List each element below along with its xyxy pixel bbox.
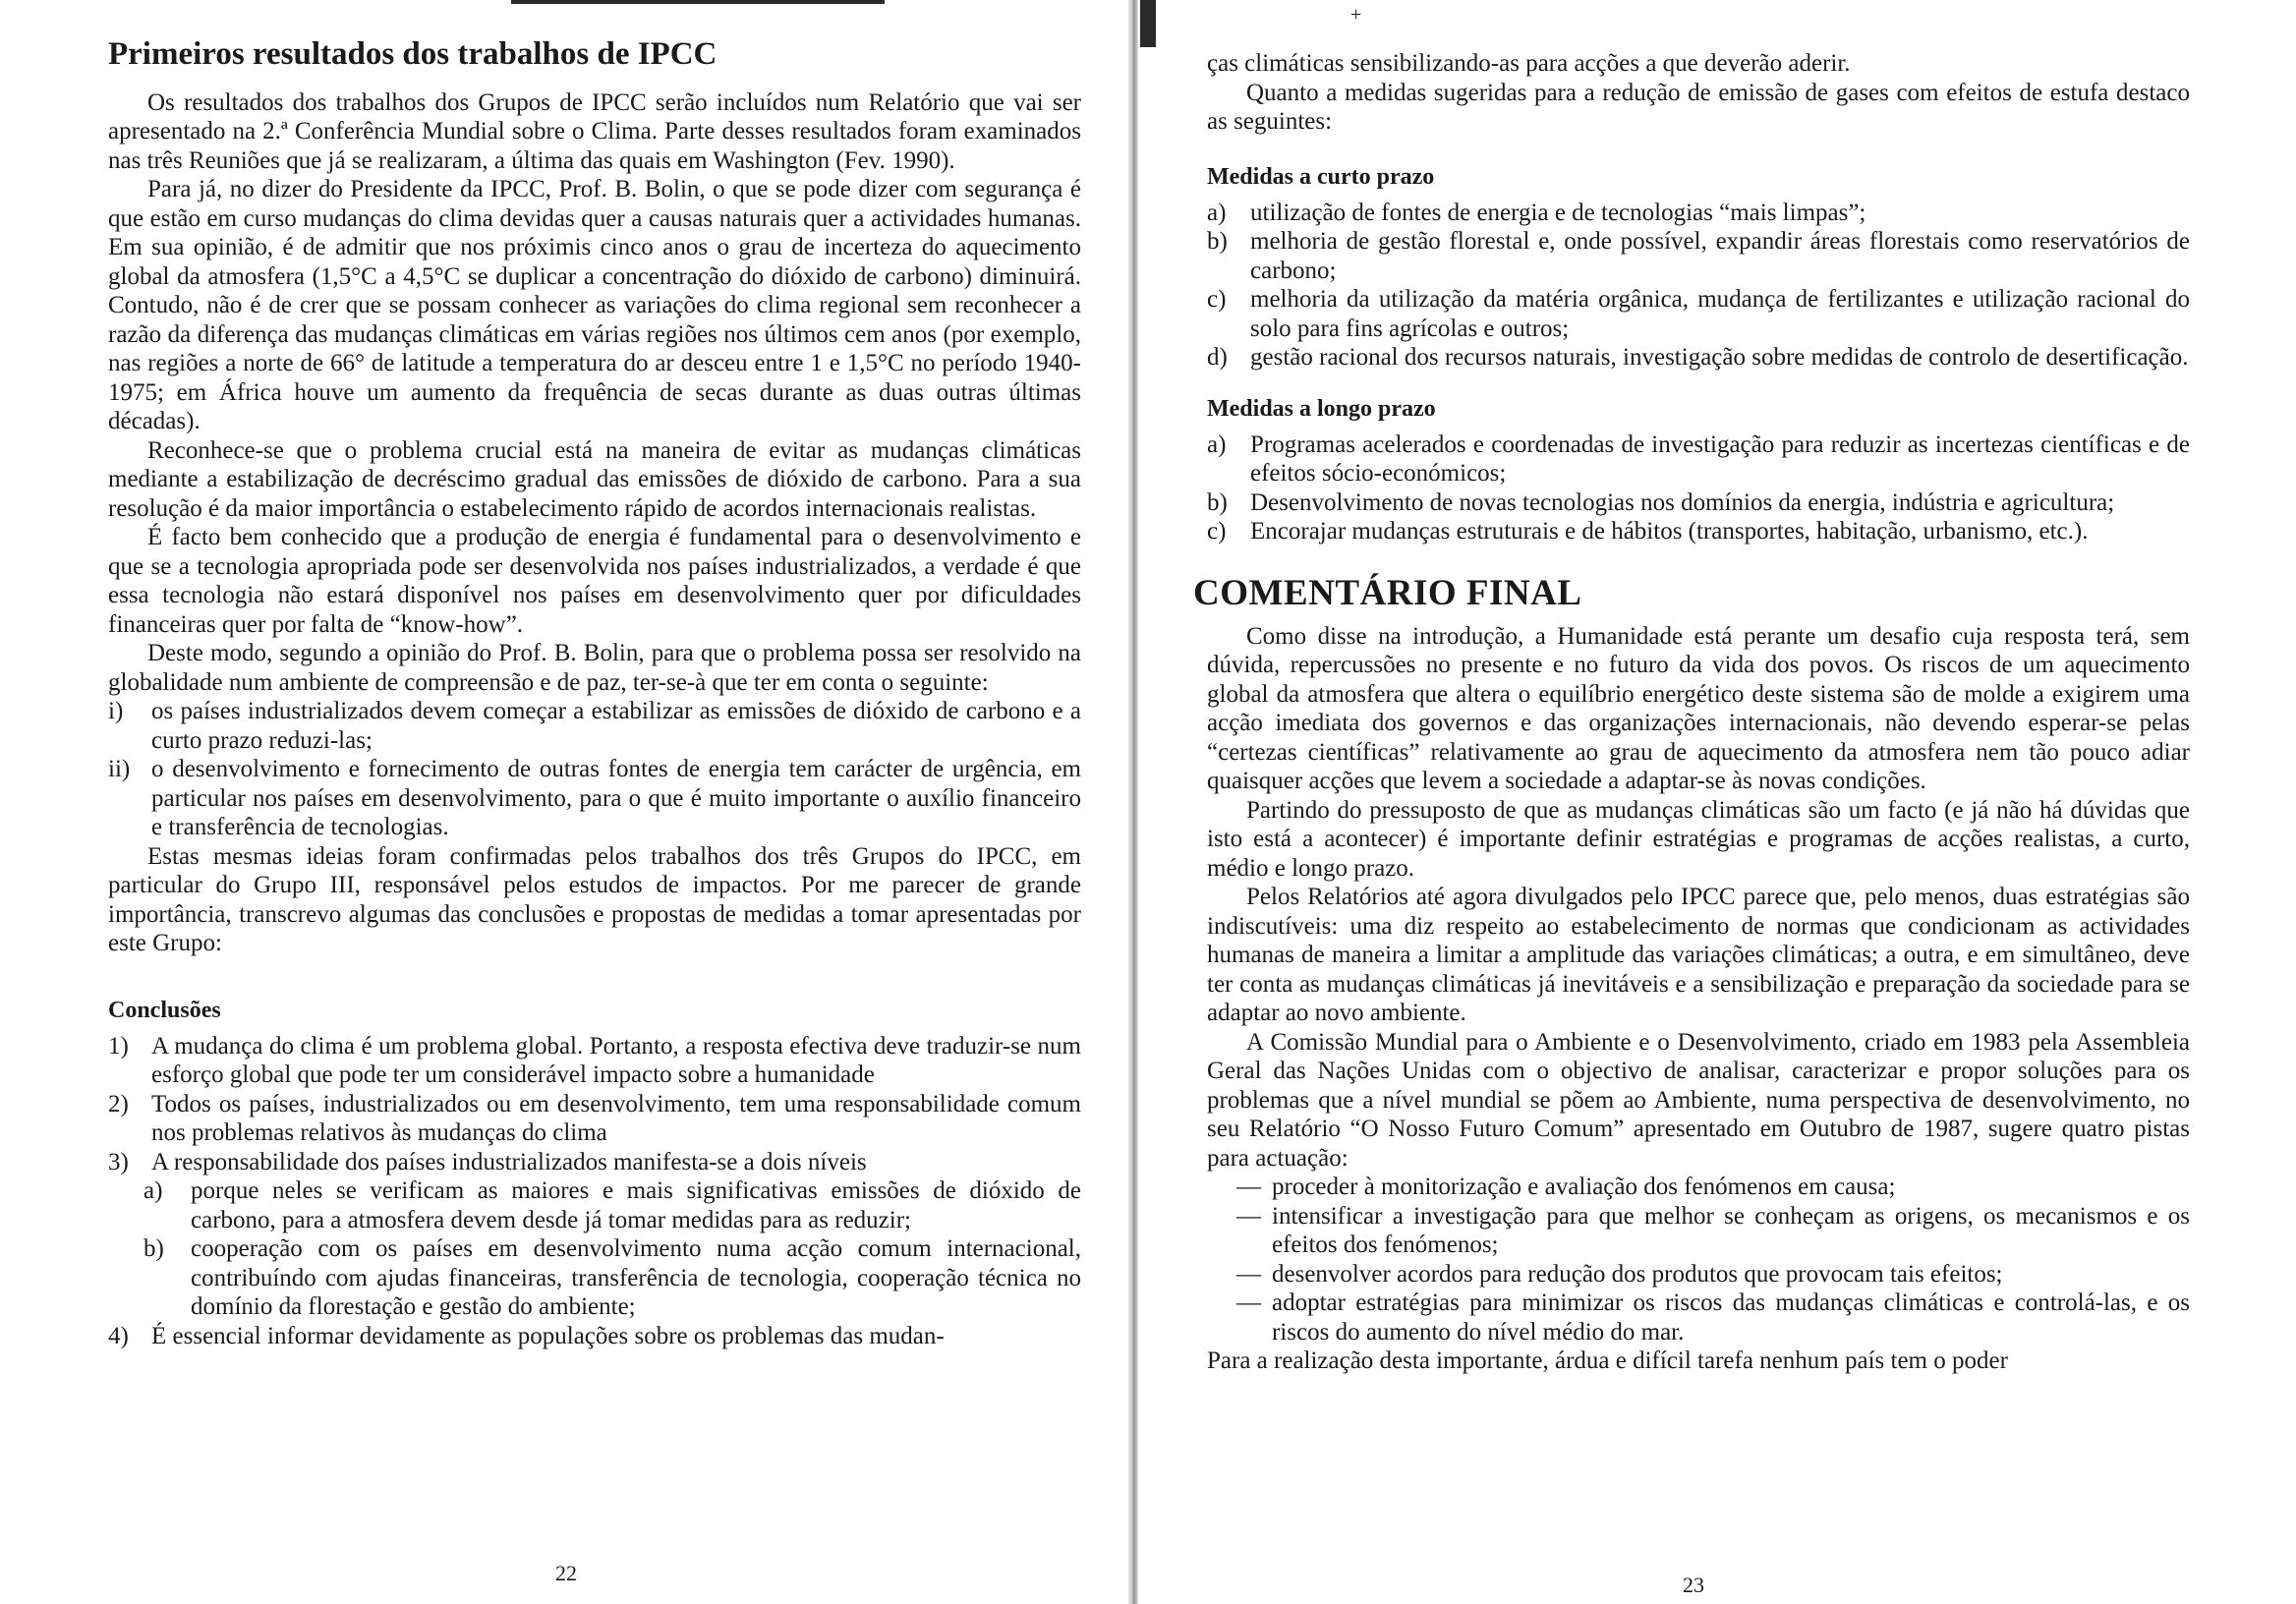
list-item [1207, 1173, 2190, 1202]
list-item [1207, 430, 2190, 488]
left-paragraph-2: Para já, no dizer do Presidente da IPCC, Prof. B. Bolin, o que se pode dizer com segurança é que estão em curso mudanças do clima devidas quer a causas naturais quer a actividades humanas. Em sua opinião, é de admitir que nos próximis cinco anos o grau de incerteza do aquecimento global da atmosfera (1,5°C a 4,5°C se duplicar a concentração do dióxido de carbono) diminuirá. Contudo, não é de crer que se possam conhecer as variações do clima regional sem reconhecer a razão da diferença das mudanças climáticas em várias regiões nos últimos cem anos (por exemplo, nas regiões a norte de 66° de latitude a temperatura do ar desceu entre 1 e 1,5°C no período 1940-1975; em África houve um aumento da frequência de secas durante as duas outras últimas décadas). [108, 176, 1081, 435]
left-paragraph-1: Os resultados dos trabalhos dos Grupos de IPCC serão incluídos num Relatório que vai ser apresentado na 2.ª Conferência Mundial sobre o Clima. Parte desses resultados foram examinados nas três Reuniões que já se realizaram, a última das quais em Washington (Fev. 1990). [108, 88, 1081, 174]
page-number-right: 23 [1683, 1573, 1704, 1597]
list-item-text: A mudança do clima é um problema global. Portanto, a resposta efectiva deve traduzir-se num esforço global que pode ter um considerável impacto sobre a humanidade [151, 1032, 1081, 1089]
list-item-text: É essencial informar devidamente as populações sobre os problemas das mudan- [151, 1322, 945, 1349]
list-item-text: A responsabilidade dos países industrializados manifesta-se a dois níveis [151, 1148, 867, 1175]
list-item-text: melhoria da utilização da matéria orgânica, mudança de fertilizantes e utilização racional do solo para fins agrícolas e outros; [1250, 286, 2190, 342]
list-item [108, 1234, 1081, 1322]
list-item [1207, 227, 2190, 285]
list-item-text: intensificar a investigação para que melhor se conheçam as origens, os mecanismos e os efeitos dos fenómenos; [1272, 1202, 2190, 1258]
long-term-list [1207, 430, 2190, 546]
list-marker: — [1236, 1260, 1261, 1288]
conclusions-list [108, 1032, 1081, 1351]
list-item-text: melhoria de gestão florestal e, onde possível, expandir áreas florestais como reservatórios de carbono; [1250, 228, 2190, 284]
list-item [1207, 1289, 2190, 1346]
final-paragraph-4: A Comissão Mundial para o Ambiente e o Desenvolvimento, criado em 1983 pela Assembleia Geral das Nações Unidas com o objectivo de analisar, caracterizar e propor soluções para os problemas que a nível mundial se põem ao Ambiente, numa perspectiva de desenvolvimento, no seu Relatório “O Nosso Futuro Comum” apresentado em Outubro de 1987, sugere quatro pistas para actuação: [1207, 1028, 2190, 1172]
list-item [108, 697, 1081, 755]
list-item-text: porque neles se verificam as maiores e mais significativas emissões de dióxido de carbono, para a atmosfera devem desde já tomar medidas para as reduzir; [191, 1177, 1081, 1233]
list-marker: a) [144, 1177, 163, 1205]
final-comment-heading: COMENTÁRIO FINAL [1193, 572, 1582, 613]
list-item-text: os países industrializados devem começar a estabilizar as emissões de dióxido de carbono e a curto prazo reduzi-las; [151, 698, 1081, 754]
list-item [1207, 285, 2190, 343]
list-item [1207, 199, 2190, 228]
list-marker: c) [1207, 286, 1227, 313]
short-term-list [1207, 199, 2190, 372]
list-marker: — [1236, 1174, 1261, 1200]
roman-list [108, 697, 1081, 842]
left-column [108, 35, 1081, 1350]
list-item [108, 1090, 1081, 1148]
list-marker: a) [1207, 430, 1227, 458]
list-item-text: Todos os países, industrializados ou em desenvolvimento, tem uma responsabilidade comum nos problemas relativos às mudanças do clima [151, 1090, 1081, 1147]
list-marker: b) [144, 1235, 164, 1263]
list-item [1207, 488, 2190, 518]
right-intro: Quanto a medidas sugeridas para a redução de emissão de gases com efeitos de estufa destaco as seguintes: [1207, 79, 2190, 135]
list-marker: — [1236, 1202, 1261, 1230]
list-item [1207, 1260, 2190, 1289]
actions-list [1207, 1173, 2190, 1346]
list-item [108, 1322, 1081, 1351]
list-item [108, 1032, 1081, 1090]
list-marker: ii) [108, 756, 131, 783]
list-marker: c) [1207, 518, 1227, 544]
list-item-text: desenvolver acordos para redução dos produtos que provocam tais efeitos; [1272, 1260, 2003, 1288]
left-paragraph-after-list: Estas mesmas ideias foram confirmadas pelos trabalhos dos três Grupos do IPCC, em particular do Grupo III, responsável pelos estudos de impactos. Por me parecer de grande importância, transcrevo algumas das conclusões e propostas de medidas a tomar apresentadas por este Grupo: [108, 842, 1081, 957]
list-item [1207, 1202, 2190, 1260]
left-heading: Primeiros resultados dos trabalhos de IPCC [108, 36, 718, 72]
left-paragraph-4: É facto bem conhecido que a produção de energia é fundamental para o desenvolvimento e que se a tecnologia apropriada pode ser desenvolvida nos países industrializados, a verdade é que essa tecnologia não estará disponível nos países em desenvolvimento quer por dificuldades financeiras quer por falta de “know-how”. [108, 524, 1081, 638]
left-paragraph-5: Deste modo, segundo a opinião do Prof. B. Bolin, para que o problema possa ser resolvido na globalidade num ambiente de compreensão e de paz, ter-se-à que ter em conta o seguinte: [108, 640, 1081, 696]
list-marker: d) [1207, 344, 1228, 371]
final-paragraph-2: Partindo do pressuposto de que as mudanças climáticas são um facto (e já não há dúvidas que isto está a acontecer) é importante definir estratégias e programas de acções realistas, a curto, médio e longo prazo. [1207, 796, 2190, 882]
list-marker: i) [108, 698, 124, 725]
list-item-text: Programas acelerados e coordenadas de investigação para reduzir as incertezas científicas e de efeitos sócio-económicos; [1250, 430, 2190, 487]
list-item-text: o desenvolvimento e fornecimento de outras fontes de energia tem carácter de urgência, em particular nos países em desenvolvimento, para o que é muito importante o auxílio financeiro e transferência de tecnologias. [151, 756, 1081, 841]
page-number-left: 22 [555, 1561, 577, 1585]
list-marker: — [1236, 1289, 1261, 1316]
long-term-heading: Medidas a longo prazo [1207, 395, 1436, 422]
list-item [1207, 343, 2190, 372]
conclusions-heading: Conclusões [108, 997, 221, 1023]
list-item-text: proceder à monitorização e avaliação dos fenómenos em causa; [1272, 1174, 1896, 1200]
final-paragraph-3: Pelos Relatórios até agora divulgados pelo IPCC parece que, pelo menos, duas estratégias são indiscutíveis: uma diz respeito ao estabelecimento de normas que condicionam as actividades humanas de maneira a limitar a amplitude das variações climáticas; a outra, e em simultâneo, deve ter conta as mudanças climáticas já inevitáveis e a sensibilização e preparação da sociedade para se adaptar ao novo ambiente. [1207, 884, 2190, 1026]
list-marker: 1) [108, 1032, 129, 1060]
list-item [108, 1176, 1081, 1234]
list-marker: b) [1207, 228, 1228, 255]
list-item-text: Encorajar mudanças estruturais e de hábitos (transportes, habitação, urbanismo, etc.). [1250, 518, 2089, 544]
list-marker: 4) [108, 1322, 129, 1349]
list-marker: 3) [108, 1148, 129, 1175]
top-mark: + [1350, 4, 1362, 26]
list-item [1207, 517, 2190, 546]
short-term-heading: Medidas a curto prazo [1207, 163, 1435, 190]
list-item-text: gestão racional dos recursos naturais, investigação sobre medidas de controlo de desertificação. [1250, 344, 2189, 371]
left-page [0, 0, 1132, 1604]
list-marker: 2) [108, 1090, 129, 1117]
list-item-text: Desenvolvimento de novas tecnologias nos domínios da energia, indústria e agricultura; [1250, 488, 2115, 516]
right-page [1132, 0, 2296, 1604]
right-continuation: ças climáticas sensibilizando-as para acções a que deverão aderir. [1207, 50, 1851, 77]
list-item-text: adoptar estratégias para minimizar os riscos das mudanças climáticas e controlá-las, e os riscos do aumento do nível médio do mar. [1272, 1289, 2190, 1346]
list-item-text: cooperação com os países em desenvolvimento numa acção comum internacional, contribuíndo com ajudas financeiras, transferência de tecnologia, cooperação técnica no domínio da florestação e gestão do ambiente; [191, 1235, 1081, 1321]
list-item [108, 755, 1081, 842]
list-item [108, 1148, 1081, 1177]
list-marker: a) [1207, 199, 1227, 226]
closing-line: Para a realização desta importante, árdua e difícil tarefa nenhum país tem o poder [1207, 1347, 2008, 1374]
list-marker: b) [1207, 488, 1228, 516]
final-paragraph-1: Como disse na introdução, a Humanidade está perante um desafio cuja resposta terá, sem dúvida, repercussões no presente e no futuro da vida dos povos. Os riscos de um aquecimento global da atmosfera que altera o equilíbrio energético deste sistema são de molde a exigirem uma acção imediata dos governos e das organizações internacionais, não devendo esperar-se pelas “certezas científicas” relativamente ao grau de aquecimento da atmosfera nem tão pouco adiar quaisquer acções que levem a sociedade a adaptar-se às novas condições. [1207, 622, 2190, 794]
left-paragraph-3: Reconhece-se que o problema crucial está na maneira de evitar as mudanças climáticas mediante a estabilização de decréscimo gradual das emissões de dióxido de carbono. Para a sua resolução é da maior importância o estabelecimento rápido de acordos internacionais realistas. [108, 436, 1081, 522]
right-column [1193, 49, 2190, 1376]
list-item-text: utilização de fontes de energia e de tecnologias “mais limpas”; [1250, 199, 1866, 226]
